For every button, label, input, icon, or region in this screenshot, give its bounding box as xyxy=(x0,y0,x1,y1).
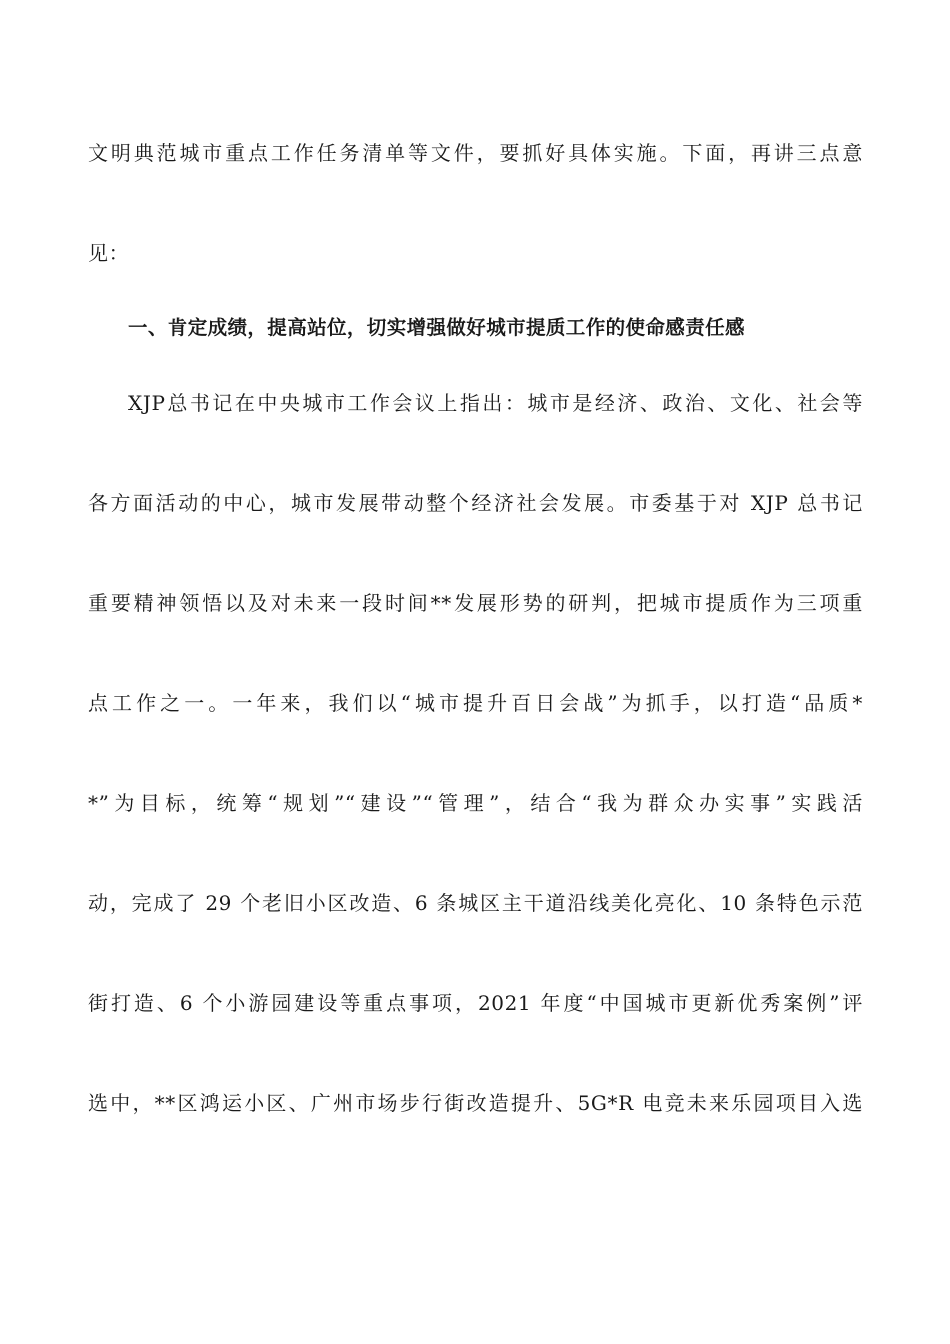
paragraph-line-9: 街打造、6 个小游园建设等重点事项，2021 年度“中国城市更新优秀案例”评 xyxy=(88,991,863,1015)
paragraph-line-5: 重要精神领悟以及对未来一段时间**发展形势的研判，把城市提质作为三项重 xyxy=(88,591,863,615)
section-heading: 一、肯定成绩，提高站位，切实增强做好城市提质工作的使命感责任感 xyxy=(128,316,745,339)
paragraph-line-7: *”为目标，统筹“规划”“建设”“管理”，结合“我为群众办实事”实践活 xyxy=(88,791,863,815)
paragraph-line-6: 点工作之一。一年来，我们以“城市提升百日会战”为抓手，以打造“品质* xyxy=(88,691,863,715)
paragraph-line-3: XJP总书记在中央城市工作会议上指出：城市是经济、政治、文化、社会等 xyxy=(128,391,863,415)
paragraph-line-4: 各方面活动的中心，城市发展带动整个经济社会发展。市委基于对 XJP 总书记 xyxy=(88,491,863,515)
paragraph-line-2: 见： xyxy=(88,241,130,265)
paragraph-line-10: 选中，**区鸿运小区、广州市场步行街改造提升、5G*R 电竞未来乐园项目入选 xyxy=(88,1091,863,1115)
paragraph-line-8: 动，完成了 29 个老旧小区改造、6 条城区主干道沿线美化亮化、10 条特色示范 xyxy=(88,891,863,915)
paragraph-line-1: 文明典范城市重点工作任务清单等文件，要抓好具体实施。下面，再讲三点意 xyxy=(88,141,863,165)
